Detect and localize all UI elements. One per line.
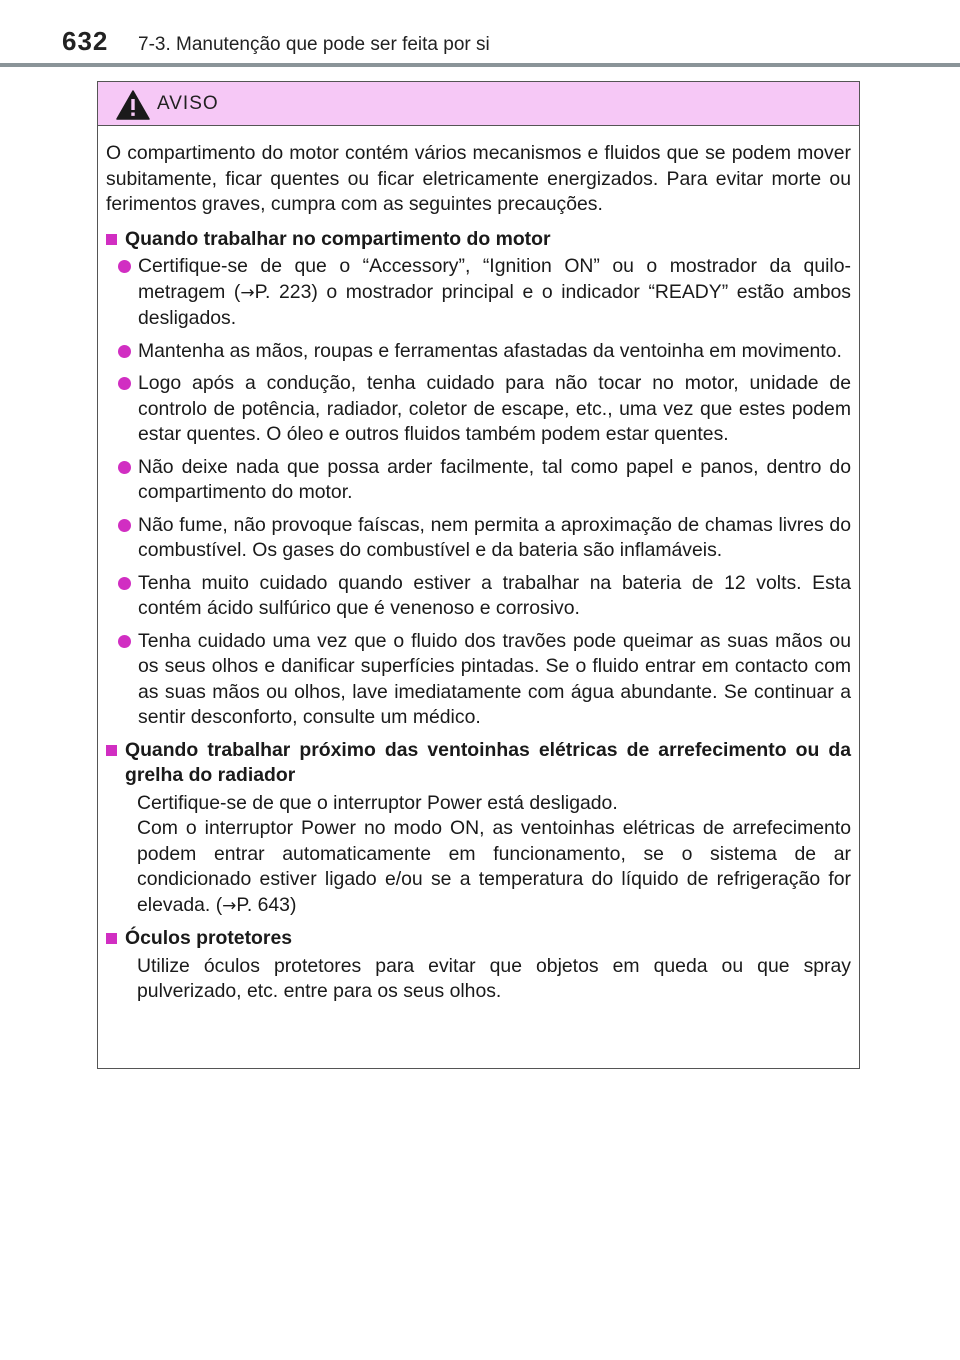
warning-intro: O compartimento do motor contém vários mecanismos e fluidos que se podem mover subitamente, ficar quentes ou ficar eletricamente energizados. Para evitar morte ou ferimentos graves, cumpra com as seguintes precauções.	[106, 142, 851, 215]
list-item	[118, 571, 851, 622]
paragraph: Com o interruptor Power no modo ON, as ventoinhas elétricas de arrefecimento podem entrar automaticamente em funcionamento, se o sistema de ar condicionado estiver ligado e/ou se a temperatura do líquido de refrigeração for elevada. (→P. 643)	[137, 817, 851, 916]
page-header	[0, 0, 960, 62]
list-item	[118, 371, 851, 448]
section-heading-safety-glasses	[106, 926, 851, 952]
round-bullet-icon	[118, 345, 131, 358]
round-bullet-icon	[118, 260, 131, 273]
warning-header	[98, 82, 859, 126]
section-heading-text: Óculos protetores	[125, 927, 293, 949]
round-bullet-icon	[118, 635, 131, 648]
warning-body	[98, 126, 859, 1005]
list-item-text: Mantenha as mãos, roupas e ferramentas afastadas da ventoinha em movimento.	[138, 339, 842, 362]
list-item	[118, 254, 851, 332]
square-bullet-icon	[106, 234, 117, 245]
section-heading-text: Quando trabalhar no compartimento do motor	[125, 227, 551, 250]
round-bullet-icon	[118, 519, 131, 532]
round-bullet-icon	[118, 577, 131, 590]
cross-reference-arrow-icon: →	[240, 282, 255, 303]
list-item-text: Tenha cuidado uma vez que o fluido dos travões pode queimar as suas mãos ou os seus olhos e danificar superfícies pintadas. Se o fluido entrar em contacto com as suas mãos ou olhos, lave imediatamente com água abundante. Se continuar a sentir desconforto, consulte um médico.	[138, 629, 851, 728]
list-item	[118, 339, 851, 365]
list-item	[118, 513, 851, 564]
round-bullet-icon	[118, 461, 131, 474]
warning-triangle-icon	[116, 90, 150, 120]
list-item-text: Não fume, não provoque faíscas, nem permita a aproximação de chamas livres do combustível. Os gases do combustível e da bateria são inflamáveis.	[138, 513, 851, 561]
paragraph: Certifique-se de que o interruptor Power está desligado.	[137, 791, 618, 814]
list-item	[118, 629, 851, 731]
cross-reference-arrow-icon: →	[222, 895, 237, 916]
chapter-title: 7-3. Manutenção que pode ser feita por si	[138, 34, 490, 55]
paragraph: Utilize óculos protetores para evitar que objetos em queda ou que spray pulverizado, etc. entre para os seus olhos.	[137, 954, 851, 1002]
list-item	[118, 455, 851, 506]
list-item-text: Não deixe nada que possa arder facilmente, tal como papel e panos, dentro do compartimento do motor.	[138, 455, 851, 503]
list-item-text: Tenha muito cuidado quando estiver a trabalhar na bateria de 12 volts. Esta contém ácido sulfúrico que é venenoso e corrosivo.	[138, 571, 851, 619]
square-bullet-icon	[106, 933, 117, 944]
section-heading-engine-compartment	[106, 227, 851, 253]
square-bullet-icon	[106, 745, 117, 756]
page-number: 632	[62, 26, 109, 56]
warning-box	[97, 81, 860, 1069]
section-heading-cooling-fans	[106, 738, 851, 789]
list-item-text: Certifique-se de que o “Accessory”, “Ignition ON” ou o mostrador da quilometragem (→P. 223) o mostrador principal e o indicador “READY” estão ambos desligados.	[138, 255, 851, 329]
round-bullet-icon	[118, 377, 131, 390]
section-heading-text: Quando trabalhar próximo das ventoinhas elétricas de arrefecimento ou da grelha do radiador	[125, 738, 851, 786]
warning-title: AVISO	[157, 93, 219, 114]
header-divider	[0, 63, 960, 67]
list-item-text: Logo após a condução, tenha cuidado para não tocar no motor, unidade de controlo de potência, radiador, coletor de escape, etc., uma vez que estes podem estar quentes. O óleo e outros fluidos também podem estar quentes.	[138, 372, 851, 445]
